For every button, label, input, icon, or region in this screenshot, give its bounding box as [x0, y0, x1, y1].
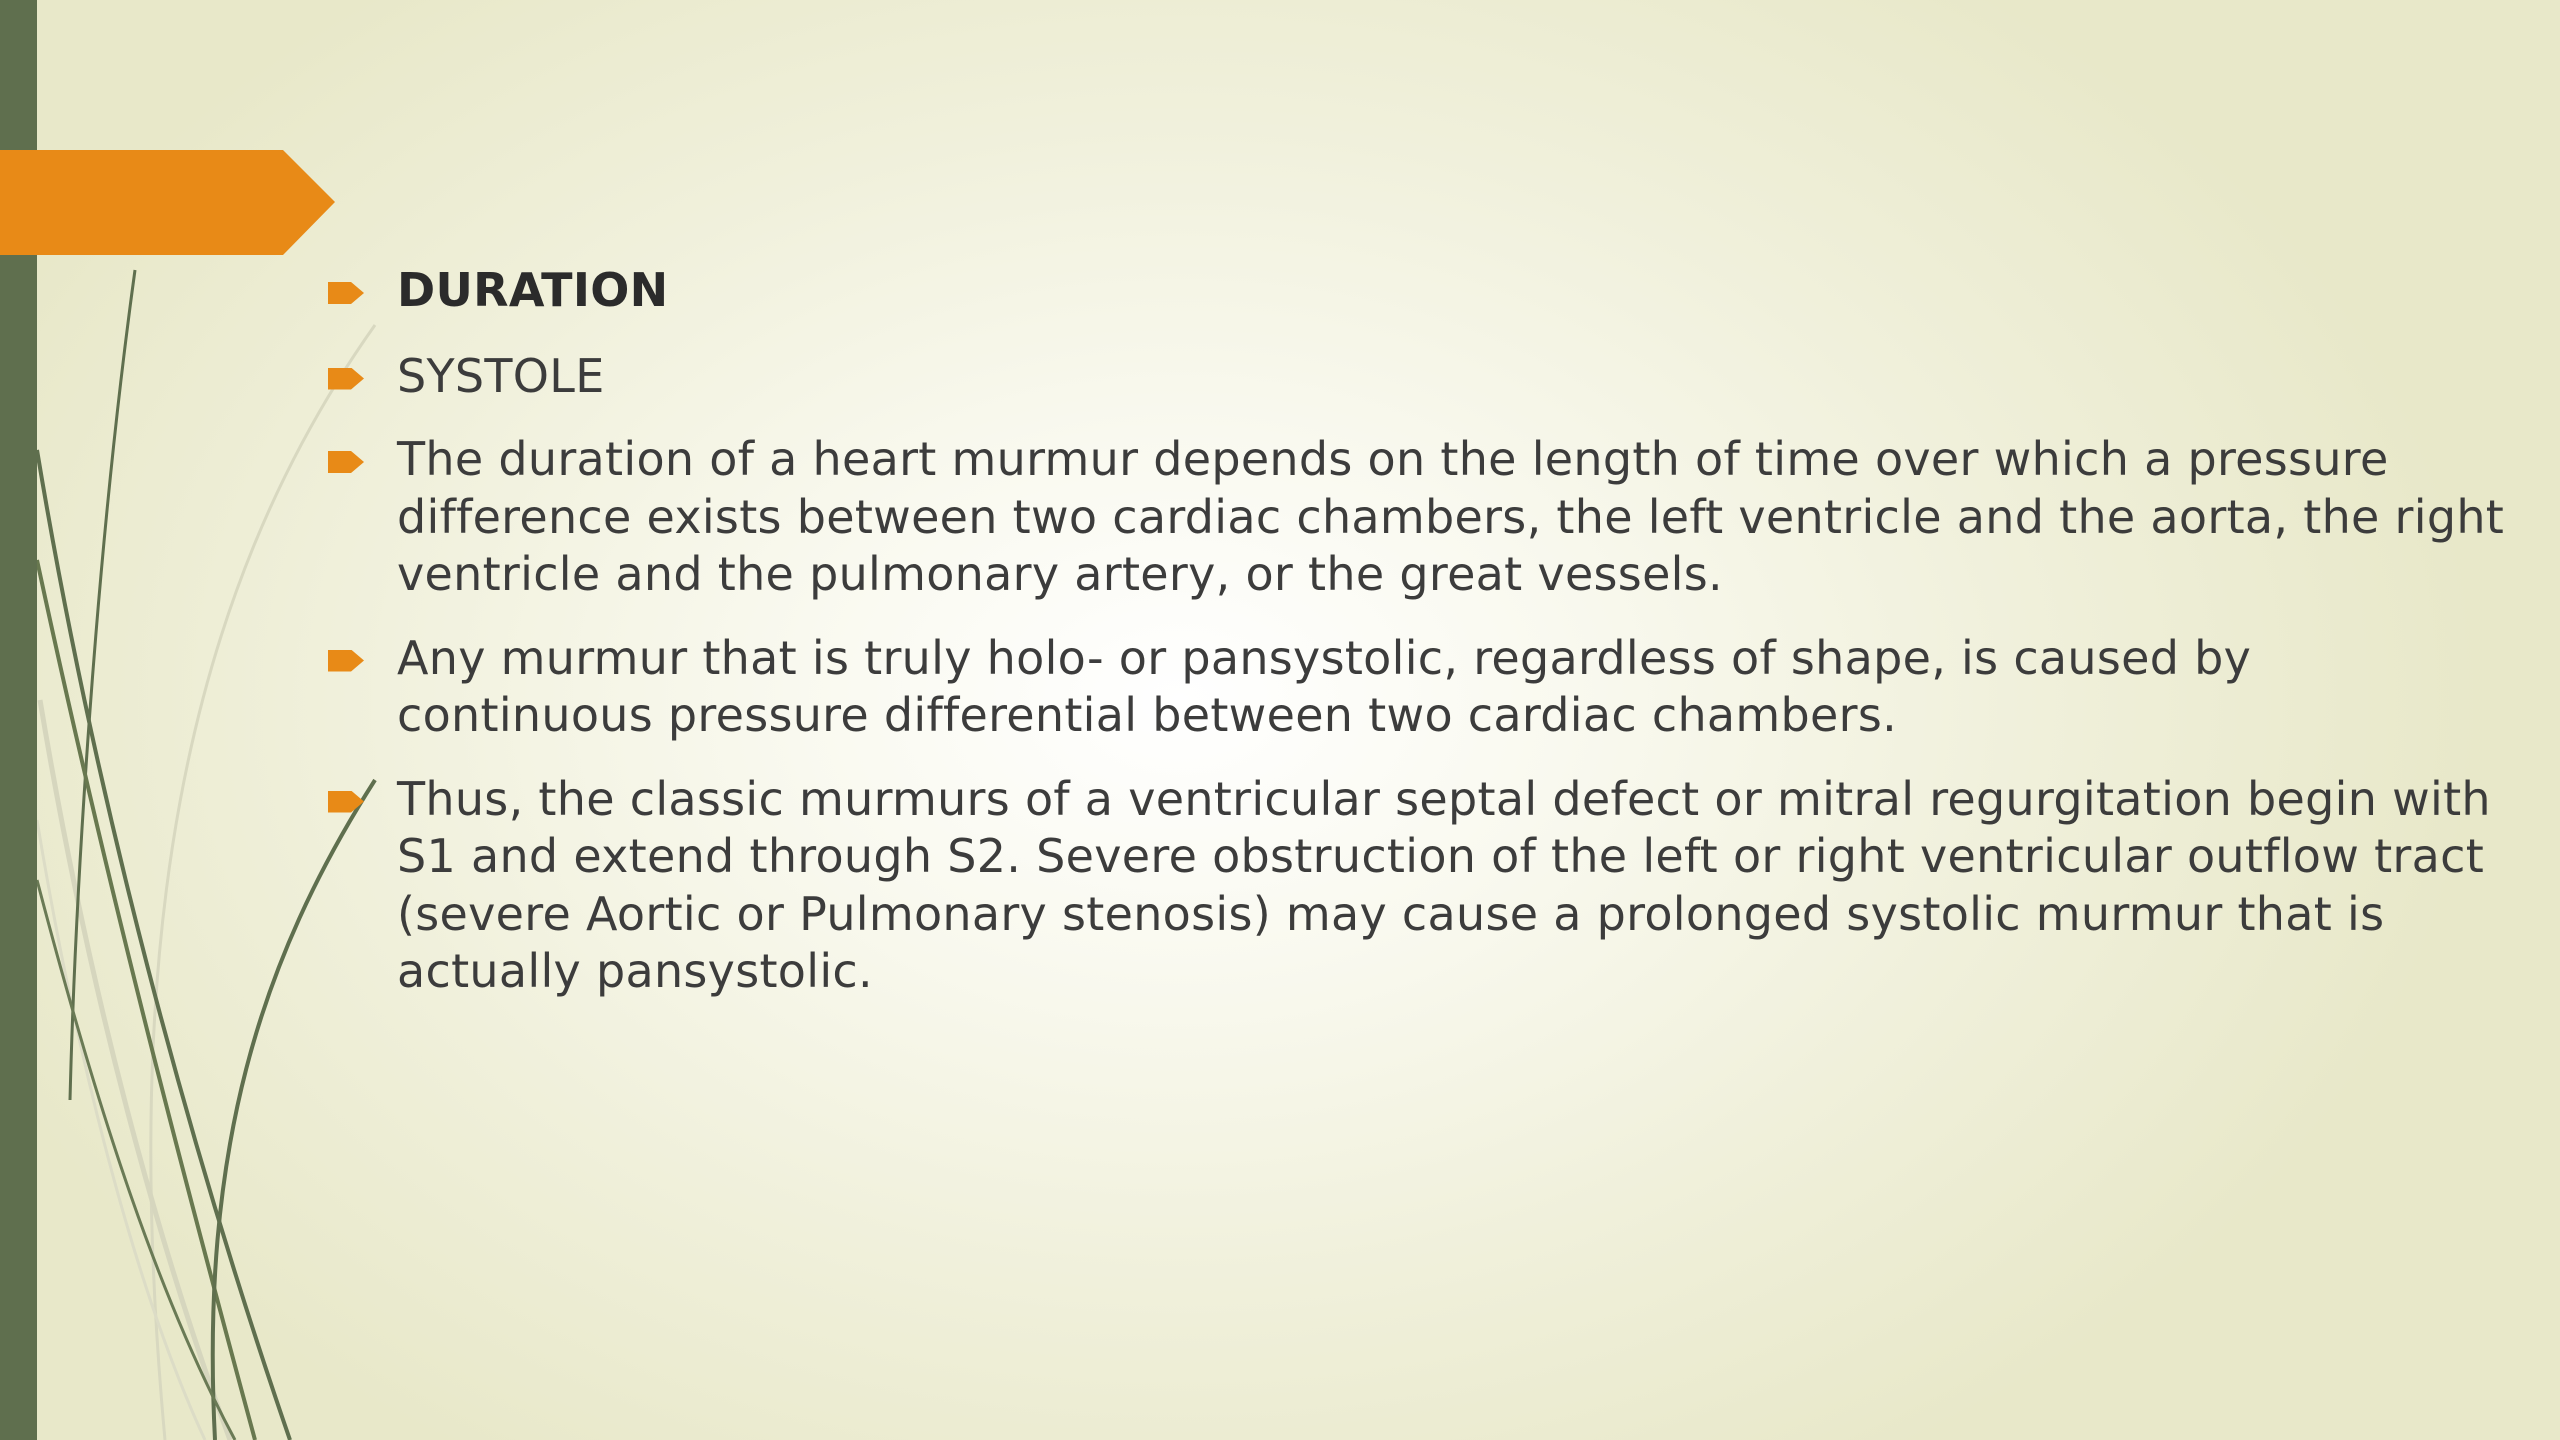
bullet-item [320, 771, 2520, 1001]
bullet-text: Any murmur that is truly holo- or pansystolic, regardless of shape, is caused by continuous pressure differential between two cardiac chambers. [397, 630, 2252, 742]
faint-stem-2 [40, 700, 230, 1440]
bullet-text: DURATION [397, 263, 669, 317]
bullet-list [320, 262, 2520, 1027]
stem-5 [37, 880, 235, 1440]
arrow-bullet-icon [328, 650, 364, 672]
bullet-item [320, 348, 2520, 406]
arrow-bullet-icon [328, 282, 364, 304]
bullet-text: The duration of a heart murmur depends on the length of time over which a pressure difference exists between two cardiac chambers, the left ventricle and the aorta, the right ventricle and the pulmonary artery, or the great vessels. [397, 432, 2505, 601]
arrow-bullet-icon [328, 368, 364, 390]
arrow-bullet-icon [328, 451, 364, 473]
bullet-item [320, 262, 2520, 320]
faint-stem-3 [37, 820, 205, 1440]
bullet-text: Thus, the classic murmurs of a ventricular septal defect or mitral regurgitation begin with S1 and extend through S2. Severe obstruction of the left or right ventricular outflow tract (severe Aortic or Pulmonary stenosis) may cause a prolonged systolic murmur that is actually pansystolic. [397, 771, 2491, 998]
bullet-text: SYSTOLE [397, 348, 605, 403]
bullet-item [320, 431, 2520, 604]
arrow-bullet-icon [328, 791, 364, 813]
bullet-item [320, 630, 2520, 745]
title-tab-shape [0, 150, 335, 255]
